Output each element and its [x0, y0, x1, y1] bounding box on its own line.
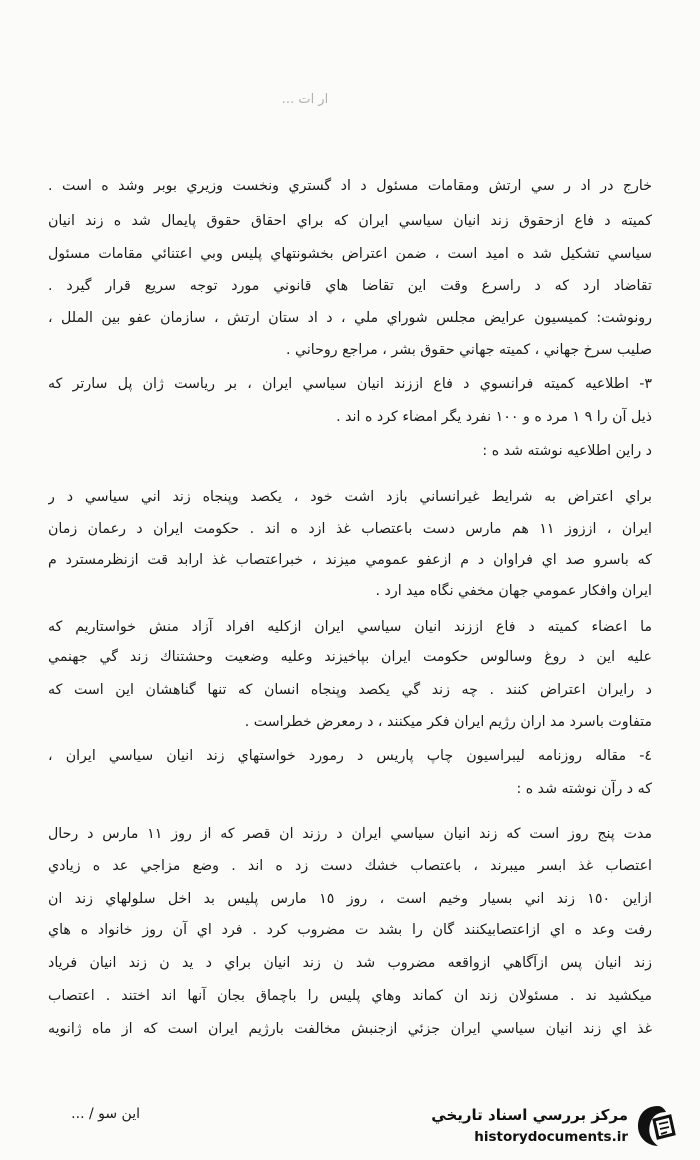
document-line: رونوشت: كميسيون عرايض مجلس شوراي ملي ، د اد ستان ارتش ، سازمان عفو بين الملل ، [48, 310, 652, 326]
document-line: صليب سرخ جهاني ، كميته جهاني حقوق بشر ، مراجع روحاني . [285, 342, 652, 358]
document-line: ٣- اطلاعيه كميته فرانسوي د فاع اززند انيان سياسي ايران ، بر رياست ژان پل سارتر كه [48, 376, 652, 392]
document-line: كه د رآن نوشته شد ه : [516, 781, 652, 797]
document-line: اعتصاب غذ ابسر ميبرند ، باعتصاب خشك دست زد ه اند . وضع مزاجي عد ه زيادي [48, 858, 652, 874]
document-line: ميكشيد ند . مسئولان زند ان كماند وهاي پليس را باچماق بجان آنها اند اختند . اعتصاب [48, 988, 652, 1004]
document-line: ذيل آن را ٩ ١ مرد ه و ١٠٠ نفرد يگر امضاء كرد ه اند . [336, 409, 652, 425]
watermark-title: مركز بررسي اسناد تاريخي [431, 1106, 628, 1124]
document-line: غذ اي زند انيان سياسي ايران جزئي ازجنبش مخالفت بارژيم ايران است كه از ماه ژانويه [48, 1021, 652, 1037]
watermark-url: historydocuments.ir [474, 1129, 628, 1145]
document-archive-icon [634, 1102, 682, 1150]
document-line: ازاين ١٥٠ زند اني بسيار وخيم است ، روز ١٥ مارس پليس بد اخل سلولهاي زند ان [48, 891, 652, 907]
document-line: د رايران اعتراض كنند . چه زند گي يكصد وپنجاه انسان كه تنها گناهشان اين است كه [48, 682, 652, 698]
document-line: خارج در اد ر سي ارتش ومقامات مسئول د اد گستري ونخست وزيري بوبر وشد ه است . [48, 178, 652, 194]
document-line: ٤- مقاله روزنامه ليبراسيون چاپ پاريس د رمورد خواستهاي زند انيان سياسي ايران ، [48, 748, 652, 764]
document-line: تقاضاد ارد كه د راسرع وقت اين تقاضا هاي قانوني مورد توجه سريع قرار گيرد . [48, 278, 652, 294]
document-line: متفاوت باسرد مد اران رژيم ايران فكر ميكنند ، د رمعرض خطراست . [244, 714, 652, 730]
watermark-logo [418, 1100, 688, 1154]
document-line: ايران وافكار عمومي جهان مخفي نگاه ميد ارد . [375, 583, 652, 599]
document-line: كميته د فاع ازحقوق زند انيان سياسي ايران كه براي احقاق حقوق پايمال شد ه زند انيان [48, 213, 652, 229]
document-line: ما اعضاء كميته د فاع اززند انيان سياسي ايران ازكليه افراد آزاد منش خواستاريم كه [48, 619, 652, 635]
continuation-note: اين سو / ... [71, 1106, 140, 1122]
document-line: زند انيان پس ازآگاهي ازواقعه مضروب شد ن زند انيان براي د يد ن زند انيان فرياد [48, 955, 652, 971]
faded-header-text: ار ات ... [281, 92, 329, 107]
document-line: مدت پنج روز است كه زند انيان سياسي ايران د رزند ان قصر كه از روز ١١ مارس د رحال [48, 826, 652, 842]
document-line: ايران ، اززوز ١١ هم مارس دست باعتصاب غذ ازد ه اند . حكومت ايران د رعمان زمان [48, 521, 652, 537]
document-line: سياسي تشكيل شد ه اميد است ، ضمن اعتراض بخشونتهاي پليس وبي اعتنائي مقامات مسئول [48, 246, 652, 262]
document-line: عليه اين د روغ وسالوس حكومت ايران بپاخيزند وعليه وضعيت وحشتناك زند گي جهنمي [48, 649, 652, 665]
document-line: براي اعتراض به شرايط غيرانساني بازد اشت خود ، يكصد وپنجاه زند اني سياسي د ر [48, 489, 652, 505]
document-line: رفت وعد ه اي ازاعتصابيكنند گان را بشد ت مضروب كرد . فرد اي آن روز خانواد ه هاي [48, 922, 652, 938]
document-line: د راين اطلاعيه نوشته شد ه : [482, 443, 652, 459]
document-line: كه باسرو صد اي فراوان د م ازعفو عمومي ميزند ، خبراعتصاب غذ ارابد قت ازنظرمسترد م [48, 552, 652, 568]
